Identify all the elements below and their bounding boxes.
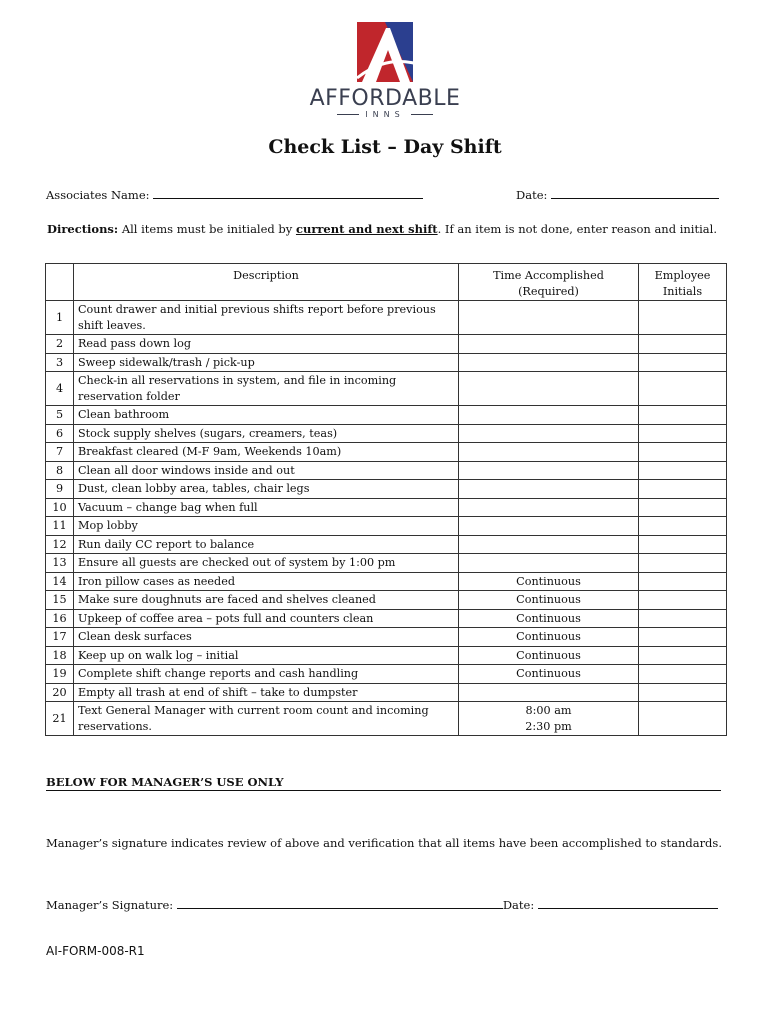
row-time-cell[interactable]: 8:00 am 2:30 pm <box>459 702 639 736</box>
row-description: Clean bathroom <box>74 406 459 425</box>
row-description: Vacuum – change bag when full <box>74 498 459 517</box>
row-description: Dust, clean lobby area, tables, chair legs <box>74 480 459 499</box>
row-time-cell[interactable] <box>459 443 639 462</box>
row-time-cell[interactable]: Continuous <box>459 628 639 647</box>
table-row <box>46 480 727 499</box>
row-number: 9 <box>46 480 74 499</box>
table-row <box>46 353 727 372</box>
row-number: 19 <box>46 665 74 684</box>
table-row <box>46 406 727 425</box>
row-description: Keep up on walk log – initial <box>74 646 459 665</box>
row-time-cell[interactable]: Continuous <box>459 665 639 684</box>
row-time-cell[interactable] <box>459 535 639 554</box>
table-row <box>46 646 727 665</box>
table-row <box>46 372 727 406</box>
row-time-cell[interactable]: Continuous <box>459 591 639 610</box>
directions <box>47 222 717 236</box>
row-initials-cell[interactable] <box>639 702 727 736</box>
row-description: Sweep sidewalk/trash / pick-up <box>74 353 459 372</box>
manager-section-heading: BELOW FOR MANAGER’S USE ONLY <box>46 775 721 791</box>
table-row <box>46 572 727 591</box>
row-initials-cell[interactable] <box>639 480 727 499</box>
table-row <box>46 609 727 628</box>
row-number: 14 <box>46 572 74 591</box>
brand-name: AFFORDABLE <box>309 86 461 111</box>
header-num <box>46 264 74 301</box>
table-row <box>46 301 727 335</box>
table-row <box>46 535 727 554</box>
manager-signature-label: Manager’s Signature: <box>46 898 174 912</box>
row-number: 1 <box>46 301 74 335</box>
row-time-cell[interactable] <box>459 406 639 425</box>
row-initials-cell[interactable] <box>639 406 727 425</box>
row-number: 15 <box>46 591 74 610</box>
manager-date-label: Date: <box>502 898 535 912</box>
row-initials-cell[interactable] <box>639 554 727 573</box>
row-initials-cell[interactable] <box>639 498 727 517</box>
row-time-cell[interactable] <box>459 301 639 335</box>
row-initials-cell[interactable] <box>639 461 727 480</box>
header-initials: Employee Initials <box>639 264 727 301</box>
table-row <box>46 461 727 480</box>
row-initials-cell[interactable] <box>639 353 727 372</box>
table-row <box>46 424 727 443</box>
date-blank[interactable] <box>551 197 719 199</box>
page-title: Check List – Day Shift <box>268 136 502 158</box>
associate-name-field[interactable] <box>46 188 423 202</box>
row-number: 16 <box>46 609 74 628</box>
row-initials-cell[interactable] <box>639 535 727 554</box>
row-time-cell[interactable]: Continuous <box>459 646 639 665</box>
row-time-cell[interactable]: Continuous <box>459 572 639 591</box>
manager-statement: Manager’s signature indicates review of above and verification that all items have been accomplished to standards. <box>46 836 722 850</box>
row-description: Read pass down log <box>74 335 459 354</box>
row-time-cell[interactable] <box>459 554 639 573</box>
manager-signature-blank[interactable] <box>177 907 503 909</box>
row-number: 17 <box>46 628 74 647</box>
header-time: Time Accomplished (Required) <box>459 264 639 301</box>
row-number: 6 <box>46 424 74 443</box>
table-row <box>46 554 727 573</box>
associate-name-label: Associates Name: <box>46 188 150 202</box>
row-description: Text General Manager with current room count and incoming reservations. <box>74 702 459 736</box>
row-number: 21 <box>46 702 74 736</box>
directions-label: Directions: <box>47 222 119 236</box>
row-initials-cell[interactable] <box>639 424 727 443</box>
row-initials-cell[interactable] <box>639 443 727 462</box>
date-label: Date: <box>516 188 548 202</box>
row-initials-cell[interactable] <box>639 335 727 354</box>
row-number: 12 <box>46 535 74 554</box>
table-row <box>46 683 727 702</box>
row-initials-cell[interactable] <box>639 609 727 628</box>
table-header-row <box>46 264 727 301</box>
row-initials-cell[interactable] <box>639 572 727 591</box>
row-description: Make sure doughnuts are faced and shelves cleaned <box>74 591 459 610</box>
row-time-cell[interactable] <box>459 372 639 406</box>
row-time-cell[interactable] <box>459 353 639 372</box>
row-initials-cell[interactable] <box>639 646 727 665</box>
row-time-cell[interactable] <box>459 683 639 702</box>
row-initials-cell[interactable] <box>639 683 727 702</box>
table-row <box>46 498 727 517</box>
table-row <box>46 443 727 462</box>
row-number: 10 <box>46 498 74 517</box>
row-number: 20 <box>46 683 74 702</box>
directions-emphasis: current and next shift <box>295 222 438 236</box>
row-initials-cell[interactable] <box>639 301 727 335</box>
directions-text-1: All items must be initialed by <box>121 222 293 236</box>
row-description: Clean desk surfaces <box>74 628 459 647</box>
row-description: Ensure all guests are checked out of system by 1:00 pm <box>74 554 459 573</box>
manager-date-blank[interactable] <box>538 907 718 909</box>
table-row <box>46 335 727 354</box>
row-description: Run daily CC report to balance <box>74 535 459 554</box>
row-number: 8 <box>46 461 74 480</box>
row-description: Complete shift change reports and cash handling <box>74 665 459 684</box>
row-initials-cell[interactable] <box>639 665 727 684</box>
row-number: 5 <box>46 406 74 425</box>
row-description: Iron pillow cases as needed <box>74 572 459 591</box>
row-description: Clean all door windows inside and out <box>74 461 459 480</box>
row-description: Count drawer and initial previous shifts report before previous shift leaves. <box>74 301 459 335</box>
table-row <box>46 702 727 736</box>
brand-sub: INNS <box>300 110 470 119</box>
row-number: 13 <box>46 554 74 573</box>
header-description: Description <box>74 264 459 301</box>
table-row <box>46 665 727 684</box>
manager-signature-row[interactable] <box>46 898 718 912</box>
row-initials-cell[interactable] <box>639 628 727 647</box>
row-number: 4 <box>46 372 74 406</box>
row-initials-cell[interactable] <box>639 372 727 406</box>
form-id: AI-FORM-008-R1 <box>46 944 145 958</box>
row-initials-cell[interactable] <box>639 517 727 536</box>
table-row <box>46 628 727 647</box>
associate-name-blank[interactable] <box>153 197 423 199</box>
row-time-cell[interactable] <box>459 461 639 480</box>
row-time-cell[interactable] <box>459 480 639 499</box>
table-row <box>46 591 727 610</box>
row-initials-cell[interactable] <box>639 591 727 610</box>
table-row <box>46 517 727 536</box>
row-description: Breakfast cleared (M-F 9am, Weekends 10am) <box>74 443 459 462</box>
row-description: Empty all trash at end of shift – take to dumpster <box>74 683 459 702</box>
date-field[interactable] <box>516 188 719 202</box>
row-description: Mop lobby <box>74 517 459 536</box>
checklist-table <box>45 263 727 736</box>
row-time-cell[interactable] <box>459 335 639 354</box>
row-time-cell[interactable] <box>459 424 639 443</box>
row-number: 2 <box>46 335 74 354</box>
row-description: Stock supply shelves (sugars, creamers, teas) <box>74 424 459 443</box>
row-number: 7 <box>46 443 74 462</box>
directions-text-2: . If an item is not done, enter reason and initial. <box>437 222 717 236</box>
row-number: 3 <box>46 353 74 372</box>
row-number: 11 <box>46 517 74 536</box>
row-description: Upkeep of coffee area – pots full and counters clean <box>74 609 459 628</box>
row-number: 18 <box>46 646 74 665</box>
row-description: Check-in all reservations in system, and file in incoming reservation folder <box>74 372 459 406</box>
row-time-cell[interactable] <box>459 498 639 517</box>
row-time-cell[interactable] <box>459 517 639 536</box>
row-time-cell[interactable]: Continuous <box>459 609 639 628</box>
